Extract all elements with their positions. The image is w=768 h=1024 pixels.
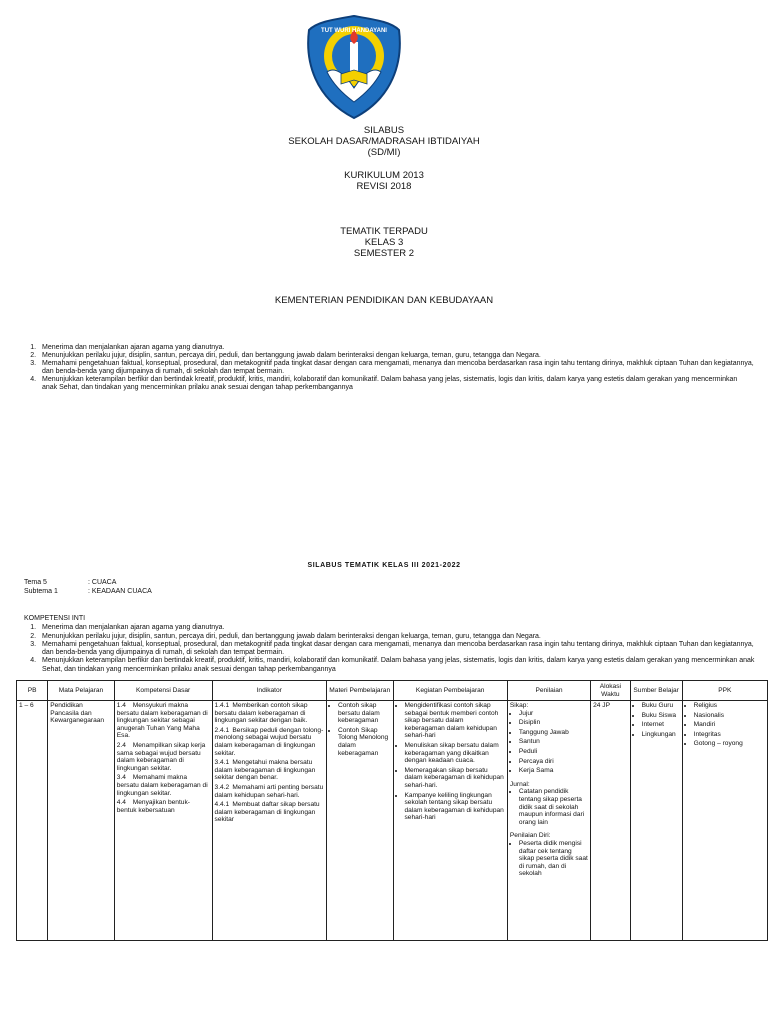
ki-title: KOMPETENSI INTI — [24, 615, 86, 622]
kd-num: 4.4 — [116, 799, 126, 807]
tema-value: : CUACA — [88, 579, 117, 586]
kegiatan-item: • Menuliskan sikap bersatu dalam keberagaman yang dikaitkan dengan keadaan cuaca. — [405, 742, 505, 765]
kd-text: Menyajikan bentuk-bentuk kebersatuan — [116, 799, 190, 814]
ind-text: Bersikap peduli dengan tolong-menolong sebagai wujud bersatu dalam keberagaman di lingkungan sekitar. — [214, 726, 324, 757]
header-block-3 — [0, 226, 768, 259]
kelas-text: KELAS 3 — [364, 237, 404, 248]
ind-num: 3.4.2 — [214, 783, 230, 791]
table-header-row — [17, 681, 768, 701]
th-materi: Materi Pembelajaran — [326, 681, 393, 701]
th-mapel: Mata Pelajaran — [48, 681, 115, 701]
subtema-value: : KEADAAN CUACA — [88, 588, 152, 595]
ki-item: 2. Menunjukkan perilaku jujur, disiplin, santun, percaya diri, peduli, dan bertanggung jawab dalam berinteraksi dengan keluarga, teman, guru, tetangga dan Negara. — [38, 633, 759, 641]
tema-label: Tema 5 — [24, 579, 47, 586]
th-kegiatan: Kegiatan Pembelajaran — [393, 681, 507, 701]
kegiatan-item: • Kampanye keliling lingkungan sekolah tentang sikap bersatu dalam keberagaman di kehidupan sehari-hari — [405, 792, 505, 822]
ministry-name: KEMENTERIAN PENDIDIKAN DAN KEBUDAYAAN — [274, 295, 494, 306]
header-block-2 — [0, 170, 768, 192]
th-alokasi: Alokasi Waktu — [591, 681, 631, 701]
logo-text: TUT WURI HANDAYANI — [321, 28, 387, 34]
tema-block — [24, 578, 152, 596]
intro-item: 1. Menerima dan menjalankan ajaran agama yang dianutnya. — [38, 344, 754, 352]
ind-text: Memahami arti penting bersatu dalam kehidupan sehari-hari. — [214, 783, 324, 799]
sikap-title: Sikap: — [509, 702, 529, 709]
th-ppk: PPK — [682, 681, 767, 701]
school-abbr: (SD/MI) — [367, 147, 401, 158]
silabus-title: SILABUS TEMATIK KELAS III 2021-2022 — [307, 562, 461, 569]
ind-num: 2.4.1 — [214, 726, 230, 734]
th-sumber: Sumber Belajar — [630, 681, 682, 701]
ind-text: Membuat daftar sikap bersatu dalam keberagaman di lingkungan sekitar — [214, 801, 320, 824]
th-penilaian: Penilaian — [507, 681, 590, 701]
cell-mapel: Pendidikan Pancasila dan Kewarganegaraan — [48, 701, 115, 941]
sikap-item: • Disiplin — [519, 719, 588, 727]
diri-item: • Peserta didik mengisi daftar cek tentang sikap peserta didik saat di rumah, dan di sekolah — [519, 840, 588, 878]
sikap-item: • Jujur — [519, 710, 588, 718]
ppk-item: • Mandiri — [694, 721, 765, 729]
sumber-item: • Buku Siswa — [642, 712, 680, 720]
ind-text: Memberikan contoh sikap bersatu dalam keberagaman di lingkungan sekitar dengan baik. — [214, 702, 308, 725]
silabus-heading: SILABUS — [363, 125, 405, 136]
materi-item: • Contoh Sikap Tolong Menolong dalam keberagaman — [338, 727, 391, 757]
kd-num: 3.4 — [116, 774, 126, 782]
tematik-text: TEMATIK TERPADU — [340, 226, 428, 237]
silabus-table — [16, 680, 768, 941]
kurikulum-text: KURIKULUM 2013 — [344, 170, 424, 181]
sikap-item: • Percaya diri — [519, 758, 588, 766]
ki-item: 3. Memahami pengetahuan faktual, konseptual, prosedural, dan metakognitif pada tingkat dasar dengan cara mengamati, menanya dan mencoba berdasarkan rasa ingin tahu tentang dirinya, makhluk ciptaan Tuhan dan kegiatannya, dan benda-benda yang dijumpainya di rumah, di sekolah dan tempat bermain. — [38, 641, 759, 658]
cell-sumber — [630, 701, 682, 941]
sumber-item: • Lingkungan — [642, 731, 680, 739]
sikap-item: • Tanggung Jawab — [519, 729, 588, 737]
sumber-item: • Buku Guru — [642, 702, 680, 710]
ind-num: 1.4.1 — [214, 702, 230, 709]
ppk-item: • Religius — [694, 702, 765, 710]
subtema-label: Subtema 1 — [24, 588, 58, 595]
cell-kegiatan — [393, 701, 507, 941]
th-pb: PB — [17, 681, 48, 701]
sikap-item: • Santun — [519, 738, 588, 746]
ki-item: 1. Menerima dan menjalankan ajaran agama yang dianutnya. — [38, 624, 759, 632]
kd-text: Menampilkan sikap kerja sama sebagai wujud bersatu dalam keberagaman di lingkungan sekitar. — [116, 741, 206, 772]
revisi-text: REVISI 2018 — [356, 181, 412, 192]
th-kd: Kompetensi Dasar — [114, 681, 212, 701]
th-indikator: Indikator — [212, 681, 326, 701]
sikap-item: • Peduli — [519, 748, 588, 756]
cell-kd — [114, 701, 212, 941]
materi-item: • Contoh sikap bersatu dalam keberagaman — [338, 702, 391, 725]
cell-materi — [326, 701, 393, 941]
kegiatan-item: • Mengidentifikasi contoh sikap sebagai bentuk memberi contoh sikap bersatu dalam keberagaman dalam kehidupan sehari-hari — [405, 702, 505, 740]
kd-num: 2.4 — [116, 741, 126, 749]
ppk-item: • Nasionalis — [694, 712, 765, 720]
school-name: SEKOLAH DASAR/MADRASAH IBTIDAIYAH — [288, 136, 480, 147]
kompetensi-inti — [24, 615, 759, 674]
header-block-1 — [0, 125, 768, 158]
kegiatan-item: • Memeragakan sikap bersatu dalam keberagaman di kehidupan sehari-hari. — [405, 767, 505, 790]
sikap-item: • Kerja Sama — [519, 767, 588, 775]
ind-num: 4.4.1 — [214, 801, 230, 809]
cell-pb: 1 – 6 — [17, 701, 48, 941]
intro-competency-list — [24, 344, 754, 392]
semester-text: SEMESTER 2 — [353, 248, 415, 259]
ki-item: 4. Menunjukkan keterampilan berfikir dan bertindak kreatif, produktif, kritis, mandiri, kolaboratif dan komunikatif. Dalam bahasa yang jelas, sistematis, logis dan kritis, dalam karya yang estetis dalam gerakan yang mencerminkan anak Sehat, dan tindakan yang mencerminkan prilaku anak sesuai dengan tahap perkembangannya — [38, 657, 759, 674]
tut-wuri-handayani-logo — [299, 12, 409, 122]
table-row — [17, 701, 768, 941]
cell-indikator — [212, 701, 326, 941]
intro-item: 3. Memahami pengetahuan faktual, konseptual, prosedural, dan metakognitif pada tingkat dasar dengan cara mengamati, menanya dan mencoba berdasarkan rasa ingin tahu tentang dirinya, makhluk ciptaan Tuhan dan kegiatannya, dan benda-benda yang dijumpainya di rumah, di sekolah dan tempat bermain. — [38, 360, 754, 376]
kd-text: Mensyukuri makna bersatu dalam keberagaman di lingkungan sekitar sebagai anugerah Tuhan Yang Maha Esa. — [116, 702, 208, 740]
cell-alokasi: 24 JP — [591, 701, 631, 941]
intro-item: 4. Menunjukkan keterampilan berfikir dan bertindak kreatif, produktif, kritis, mandiri, kolaboratif dan komunikatif. Dalam bahasa yang jelas, sistematis, logis dan kritis, dalam karya yang estetis dalam gerakan yang mencerminkan anak Sehat, dan tindakan yang mencerminkan prilaku anak sesuai dengan tahap perkembangannya — [38, 376, 754, 392]
ind-text: Mengetahui makna bersatu dalam keberagaman di lingkungan sekitar dengan benar. — [214, 759, 316, 782]
cell-penilaian — [507, 701, 590, 941]
kd-num: 1.4 — [116, 702, 126, 709]
sumber-item: • Internet — [642, 721, 680, 729]
jurnal-title: Jurnal: — [509, 780, 530, 788]
ppk-item: • Gotong – royong — [694, 740, 765, 748]
kd-text: Memahami makna bersatu dalam keberagaman di lingkungan sekitar. — [116, 774, 208, 797]
cell-ppk — [682, 701, 767, 941]
jurnal-item: • Catatan pendidik tentang sikap peserta didik saat di sekolah maupun informasi dari orang lain — [519, 788, 588, 826]
diri-title: Penilaian Diri: — [509, 832, 551, 840]
intro-item: 2. Menunjukkan perilaku jujur, disiplin, santun, percaya diri, peduli, dan bertanggung jawab dalam berinteraksi dengan keluarga, teman, guru, tetangga dan Negara. — [38, 352, 754, 360]
ind-num: 3.4.1 — [214, 759, 230, 767]
ppk-item: • Integritas — [694, 731, 765, 739]
